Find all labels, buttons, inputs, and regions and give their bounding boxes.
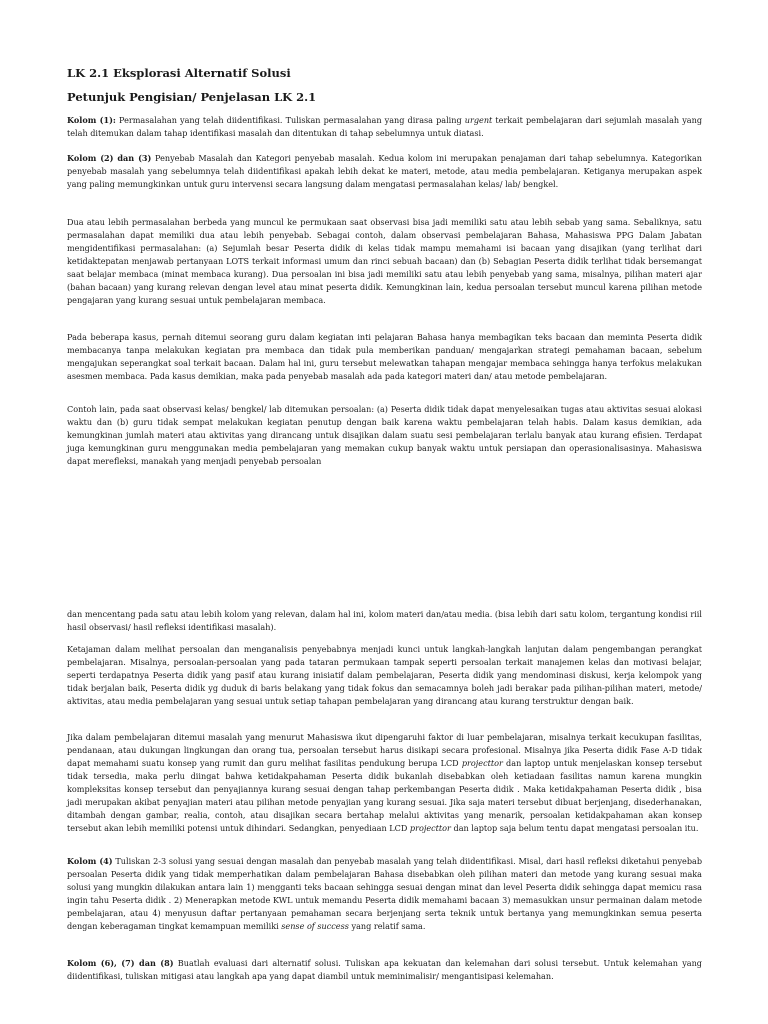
paragraph-text: Penyebab Masalah dan Kategori penyebab masalah. Kedua kolom ini merupakan penajaman dari tahap sebelumnya. Kategorikan penyebab masalah yang sebelumnya telah diidentifikasi apakah lebih dekat ke materi, metode, atau media pembelajaran. Ketiganya merupakan aspek yang paling memungkinkan untuk guru intervensi secara langsung dalam mengatasi permasalahan kelas/ lab/ bengkel. [67,153,702,189]
paragraph-label: Kolom (1): [67,115,116,125]
paragraph-analysis: Ketajaman dalam melihat persoalan dan menganalisis penyebabnya menjadi kunci untuk langkah-langkah lanjutan dalam pengembangan perangkat pembelajaran. Misalnya, persoalan-persoalan yang pada tataran permukaan tampak seperti persoalan terkait manajemen kelas dan motivasi belajar, seperti terdapatnya Peserta didik yang pasif atau kurang inisiatif dalam pembelajaran, Peserta didik yang mendominasi diskusi, kerja kelompok yang tidak berjalan baik, Peserta didik yg duduk di baris belakang yang tidak fokus dan semacamnya boleh jadi berakar pada pilihan-pilihan materi, metode/ aktivitas, atau media pembelajaran yang sesuai untuk setiap tahapan pembelajaran yang dirancang atau kurang terstruktur dengan baik. [67,644,702,706]
paragraph-text: yang relatif sama. [348,921,426,931]
paragraph-text: dan laptop saja belum tentu dapat mengatasi persoalan itu. [450,823,699,833]
blank-area [0,472,768,602]
paragraph-continuation: dan mencentang pada satu atau lebih kolom yang relevan, dalam hal ini, kolom materi dan/atau media. (bisa lebih dari satu kolom, tergantung kondisi riil hasil observasi/ hasil refleksi identifikasi masalah). [67,609,702,632]
paragraph-kolom-1 [67,114,702,140]
paragraph-label: Kolom (4) [67,856,113,866]
paragraph-emphasis: urgent [464,115,493,125]
paragraph-label: Kolom (6), (7) dan (8) [67,958,174,968]
paragraph-label: Kolom (2) dan (3) [67,153,152,163]
paragraph-observation-case: Contoh lain, pada saat observasi kelas/ bengkel/ lab ditemukan persoalan: (a) Peserta didik tidak dapat menyelesaikan tugas atau aktivitas sesuai alokasi waktu dan (b) guru tidak sempat melakukan kegiatan penutup dengan baik karena waktu pembelajaran telah habis. Dalam kasus demikian, ada kemungkinan jumlah materi atau aktivitas yang dirancang untuk disajikan dalam suatu sesi pembelajaran terlalu banyak atau kurang efisien. Terdapat juga kemungkinan guru menggunakan media pembelajaran yang memakan cukup banyak waktu untuk persiapan dan operasionalisasinya. Mahasiswa dapat merefleksi, manakah yang menjadi penyebab persoalan [67,404,702,466]
paragraph-text: dan laptop untuk menjelaskan konsep tersebut tidak tersedia, maka perlu diingat bahwa ketidakpahaman Peserta didik bukanlah disebabkan oleh ketiadaan fasilitas namun karena mungkin kompleksitas konsep tersebut dan penyajiannya kurang sesuai dengan tahap perkembangan Peserta didik . Maka ketidakpahaman Peserta didik , bisa jadi merupakan akibat penyajian materi atau pilihan metode penyajian yang kurang sesuai. Jika saja materi tersebut dibuat berjenjang, disederhanakan, ditambah dengan gambar, realia, contoh, atau disajikan secara bertahap melalui aktivitas yang menarik, persoalan ketidakpahaman akan konsep tersebut akan lebih memiliki potensi untuk dihindari. Sedangkan, penyediaan LCD [67,758,702,833]
paragraph-text: Tuliskan 2-3 solusi yang sesuai dengan masalah dan penyebab masalah yang telah diidentifikasi. Misal, dari hasil refleksi diketahui penyebab persoalan Peserta didik yang tidak memperhatikan dalam pembelajaran Bahasa disebabkan oleh pilihan materi dan metode yang kurang sesuai maka solusi yang mungkin dilakukan antara lain 1) mengganti teks bacaan sehingga sesuai dengan minat dan level Peserta didik sehingga dapat memicu rasa ingin tahu Peserta didik . 2) Menerapkan metode KWL untuk memandu Peserta didik memahami bacaan 3) memasukkan unsur permainan dalam metode pembelajaran, atau 4) menyusun daftar pertanyaan pemahaman secara berjenjang serta teknik untuk bertanya yang memungkinkan semua peserta dengan keberagaman tingkat kemampuan memiliki [67,856,703,931]
paragraph-kolom-6-7-8 [67,957,702,983]
paragraph-emphasis: sense of success [281,921,349,931]
document-title: LK 2.1 Eksplorasi Alternatif Solusi [67,66,291,80]
paragraph-emphasis: projecttor [461,758,503,768]
paragraph-text: Permasalahan yang telah diidentifikasi. Tuliskan permasalahan yang dirasa paling [115,115,465,125]
paragraph-text: terkait pembelajaran dari sejumlah masalah yang telah ditemukan dalam tahap identifikasi masalah dan ditentukan di tahap sebelumnya untuk diatasi. [67,115,702,138]
paragraph-text: Buatlah evaluasi dari alternatif solusi. Tuliskan apa kekuatan dan kelemahan dari solusi tersebut. Untuk kelemahan yang diidentifikasi, tuliskan mitigasi atau langkah apa yang dapat diambil untuk meminimalisir/ mengantisipasi kelemahan. [67,958,702,981]
paragraph-reading-case: Pada beberapa kasus, pernah ditemui seorang guru dalam kegiatan inti pelajaran Bahasa hanya membagikan teks bacaan dan meminta Peserta didik membacanya tanpa melakukan kegiatan pra membaca dan tidak pula memberikan panduan/ mengajarkan strategi pemahaman bacaan, sebelum mengajukan seperangkat soal terkait bacaan. Dalam hal ini, guru tersebut melewatkan tahapan mengajar membaca sehingga hanya terfokus melakukan asesmen membaca. Pada kasus demikian, maka pada penyebab masalah ada pada kategori materi dan/ atau metode pembelajaran. [67,332,702,381]
paragraph-kolom-4 [67,855,702,933]
paragraph-emphasis: projecttor [409,823,451,833]
document-subtitle: Petunjuk Pengisian/ Penjelasan LK 2.1 [67,90,317,104]
paragraph-text: Jika dalam pembelajaran ditemui masalah yang menurut Mahasiswa ikut dipengaruhi faktor di luar pembelajaran, misalnya terkait kecukupan fasilitas, pendanaan, atau dukungan lingkungan dan orang tua, persoalan tersebut harus disikapi secara profesional. Misalnya jika Peserta didik Fase A-D tidak dapat memahami suatu konsep yang rumit dan guru melihat fasilitas pendukung berupa LCD [67,732,702,768]
paragraph-example-causes: Dua atau lebih permasalahan berbeda yang muncul ke permukaan saat observasi bisa jadi memiliki satu atau lebih sebab yang sama. Sebaliknya, satu permasalahan dapat memiliki dua atau lebih penyebab. Sebagai contoh, dalam observasi pembelajaran Bahasa, Mahasiswa PPG Dalam Jabatan mengidentifikasi permasalahan: (a) Sejumlah besar Peserta didik di kelas tidak mampu memahami isi bacaan yang disajikan (yang terlihat dari ketidaktepatan menjawab pertanyaan LOTS terkait informasi umum dan rinci sebuah bacaan) dan (b) Sebagian Peserta didik terlihat tidak bersemangat saat belajar membaca (minat membaca kurang). Dua persoalan ini bisa jadi memiliki satu atau lebih penyebab yang sama, misalnya, pilihan materi ajar (bahan bacaan) yang kurang relevan dengan level atau minat peserta didik. Kemungkinan lain, kedua persoalan tersebut muncul karena pilihan metode pengajaran yang kurang sesuai untuk pembelajaran membaca. [67,217,702,305]
paragraph-external-factors [67,731,702,835]
paragraph-kolom-2-3 [67,152,702,191]
